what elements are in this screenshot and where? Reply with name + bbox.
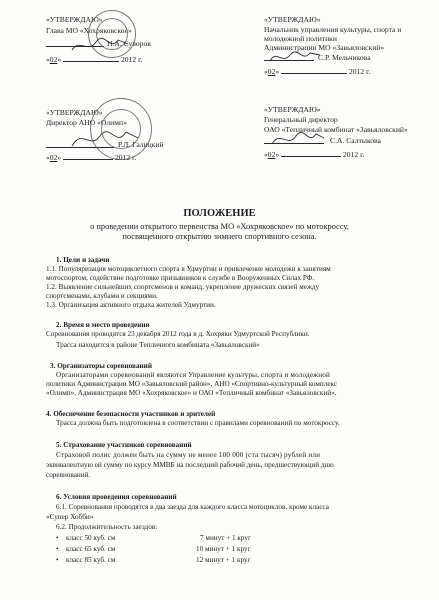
section-heading: 6. Условия проведения соревнований: [56, 493, 177, 501]
approval-title: «УТВЕРЖДАЮ»: [264, 105, 321, 114]
paragraph-line: Трасса должна быть подготовлена в соответствии с правилами соревнований по мотокроссу.: [56, 419, 340, 427]
approval-title: «УТВЕРЖДАЮ»: [46, 15, 103, 24]
paragraph-line: мотоспортом, содействие подготовке призывников к службе в Вооруженных Силах РФ.: [46, 274, 315, 282]
document-subtitle: о проведении открытого первенства МО «Хохряковское» по мотокроссу,: [90, 222, 349, 231]
paragraph-line: «Олимп», Администрация МО «Хохряковское» и ОАО «Тепличный комбинат «Завьяловский».: [46, 389, 337, 397]
heat-duration: 12 минут + 1 круг: [196, 556, 251, 564]
approval-name: С.Р. Мельчикова: [318, 53, 371, 62]
approval-position: Генеральный директор: [264, 115, 338, 124]
approval-position-2: ОАО «Тепличный комбинат «Завьяловский»: [264, 125, 408, 134]
approval-date: «02» 2012 г.: [264, 150, 365, 159]
approval-position-3: Администрации МО «Завьяловский»: [264, 43, 385, 52]
handwritten-signature-icon: [270, 128, 326, 150]
bullet-icon: •: [56, 534, 59, 542]
approval-date: «02» 2012 г.: [264, 67, 371, 76]
approval-position: Директор АНО «Олимп»: [46, 118, 127, 127]
bullet-icon: •: [56, 556, 59, 564]
heat-duration: 10 минут + 1 круг: [196, 545, 251, 553]
paragraph-line: эквивалентную ей сумму по курсу ММВБ на последний рабочий день, предшествующий дню: [46, 461, 334, 469]
motorcycle-class: класс 50 куб. см: [66, 534, 116, 542]
section-heading: 2. Время и место проведения: [56, 321, 150, 329]
paragraph-line: 1.1. Популяризация мотоциклетного спорта в Удмуртии и привлечение молодежи к занятиям: [46, 265, 331, 273]
handwritten-signature-icon: [70, 126, 140, 152]
paragraph-line: Соревнования проводятся 23 декабря 2012 года в д. Хохряки Удмуртской Республики.: [46, 330, 310, 338]
approval-position: Глава МО «Хохряковское»: [46, 26, 132, 35]
approval-position: Начальник управления культуры, спорта и: [264, 25, 402, 34]
handwritten-signature-icon: [70, 34, 130, 56]
approval-title: «УТВЕРЖДАЮ»: [46, 108, 103, 117]
section-heading: 1. Цели и задачи: [56, 256, 110, 264]
paragraph-line: 1.2. Выявление сильнейших спортсменов и команд, укрепление дружеских связей между: [46, 283, 320, 291]
motorcycle-class: класс 85 куб. см: [66, 556, 116, 564]
paragraph-line: Трасса находится в районе Тепличного комбината «Завьяловский»: [56, 341, 260, 349]
approval-name: Р.Л. Галицкий: [118, 140, 164, 149]
document-title: ПОЛОЖЕНИЕ: [183, 208, 256, 219]
handwritten-signature-icon: [268, 47, 322, 67]
section-heading: 4. Обеспечение безопасности участников и зрителей: [46, 410, 216, 418]
document-subtitle-2: посвященного открытию зимнего спортивного сезона.: [122, 232, 317, 241]
heat-duration: 7 минут + 1 круг: [200, 534, 251, 542]
approval-name: С.А. Салтыкова: [330, 136, 381, 145]
paragraph-line: 6.1. Соревнования проводятся в два заезда для каждого класса мотоциклов, кроме класса: [56, 503, 329, 511]
approval-name: Н.А. Суворов: [107, 39, 151, 48]
section-heading: 3. Организаторы соревнований: [50, 362, 152, 370]
paragraph-line: спортсменами, клубами и секциями.: [46, 292, 158, 300]
approval-date: «02» 2012 г.: [46, 153, 137, 162]
bullet-icon: •: [56, 545, 59, 553]
paragraph-line: 6.2. Продолжительность заездов:: [56, 523, 158, 531]
motorcycle-class: класс 65 куб. см: [66, 545, 116, 553]
section-heading: 5. Страхование участников соревнований: [56, 441, 192, 449]
paragraph-line: «Супер Хобби»: [46, 513, 94, 521]
paragraph-line: Страховой полис должен быть на сумму не менее 100 000 (ста тысяч) рублей или: [56, 451, 321, 459]
approval-position-2: молодежной политики: [264, 34, 337, 43]
paragraph-line: Организаторами соревнований являются Управление культуры, спорта и молодежной: [56, 371, 331, 379]
approval-date: «02» 2012 г.: [46, 55, 143, 64]
paragraph-line: соревнований.: [46, 471, 91, 479]
paragraph-line: политики Администрации МО «Завьяловский район», АНО «Спортивно-культурный комплекс: [46, 380, 338, 388]
approval-title: «УТВЕРЖДАЮ»: [264, 15, 321, 24]
paragraph-line: 1.3. Организация активного отдыха жителей Удмуртии.: [46, 301, 216, 309]
